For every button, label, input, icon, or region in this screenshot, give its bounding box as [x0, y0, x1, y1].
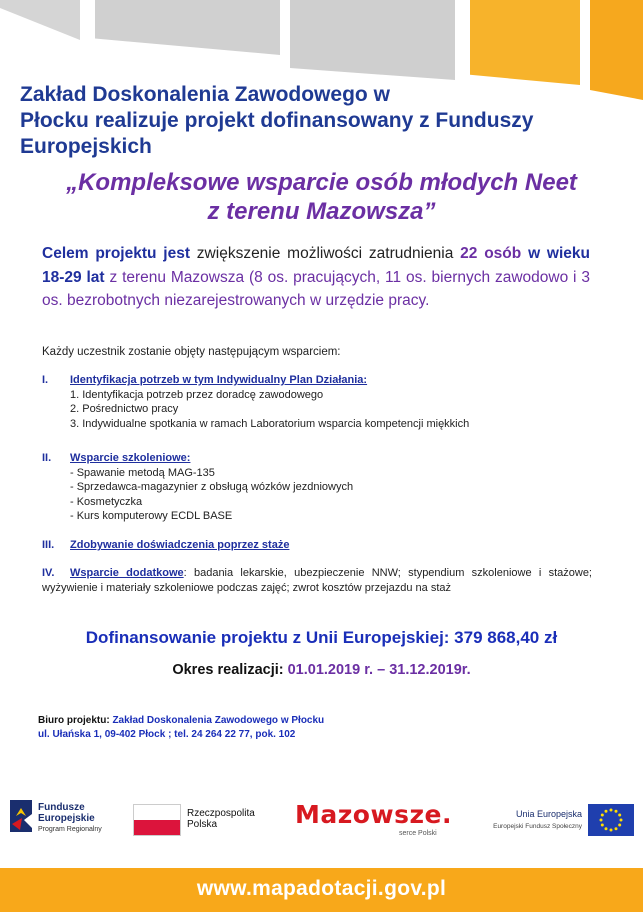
goal-text: zwiększenie możliwości zatrudnienia: [190, 245, 461, 262]
eu-flag-icon: [588, 804, 634, 836]
funding-amount: Dofinansowanie projektu z Unii Europejskiej: 379 868,40 zł: [85, 628, 558, 647]
project-name-line: „Kompleksowe wsparcie osób młodych Neet: [66, 169, 577, 196]
fundusze-europejskie-logo: [10, 800, 120, 840]
project-name-line: z terenu Mazowsza”: [207, 198, 436, 225]
title-line: Zakład Doskonalenia Zawodowego w: [20, 83, 390, 106]
office-name: Zakład Doskonalenia Zawodowego w Płocku: [112, 715, 325, 726]
unia-europejska-logo: [470, 804, 640, 840]
mazowsze-logo: [295, 800, 455, 842]
mazowsze-tagline: serce Polski: [399, 830, 437, 837]
section-body: : badania lekarskie, ubezpieczenie NNW; stypendium szkoleniowe i stażowe; wyżywienie i materiały szkoleniowe podczas zajęć; zwrot kosztów przejazdu na staż: [42, 567, 592, 594]
decor-grey-stripe-1: [0, 0, 80, 40]
fe-line-2: Europejskie: [38, 813, 95, 824]
title-line: Europejskich: [20, 135, 152, 158]
page-title: [20, 82, 620, 160]
period-label: Okres realizacji:: [172, 662, 288, 678]
decor-grey-stripe-2: [95, 0, 280, 55]
fe-line-1: Fundusze: [38, 802, 85, 813]
goal-text-rest: z terenu Mazowsza (8 os. pracujących, 11 os. biernych zawodowo i 3 os. bezrobotnych niezarejestrowanych w urzędzie pracy.: [42, 268, 590, 309]
list-item: - Kurs komputerowy ECDL BASE: [70, 510, 233, 522]
rp-line-1: Rzeczpospolita: [187, 808, 255, 819]
project-office: [38, 714, 324, 742]
section-number: IV.: [42, 567, 55, 579]
mazowsze-wordmark: Mazowsze.: [295, 800, 452, 829]
list-item: - Sprzedawca-magazynier z obsługą wózków jezdniowych: [70, 481, 354, 493]
section-heading: Zdobywanie doświadczenia poprzez staże: [70, 539, 290, 551]
section-heading: Identyfikacja potrzeb w tym Indywidualny Plan Działania:: [70, 374, 368, 386]
footer-website-link[interactable]: www.mapadotacji.gov.pl: [196, 877, 447, 900]
rp-line-2: Polska: [187, 819, 218, 830]
section-number: II.: [42, 452, 52, 464]
section-number: III.: [42, 539, 55, 551]
project-goal: [42, 242, 590, 313]
fe-subtitle: Program Regionalny: [38, 826, 102, 833]
decor-grey-stripe-3: [290, 0, 455, 80]
list-item: - Spawanie metodą MAG-135: [70, 466, 215, 479]
polish-flag-icon: [133, 804, 181, 836]
title-line: Płocku realizuje projekt dofinansowany z Funduszy: [20, 109, 534, 132]
section-number: I.: [42, 374, 49, 386]
support-intro: Każdy uczestnik zostanie objęty następującym wsparciem:: [42, 346, 341, 358]
project-name: [20, 168, 623, 226]
list-item: 1. Identyfikacja potrzeb przez doradcę zawodowego: [70, 388, 324, 401]
rzeczpospolita-polska-logo: [133, 804, 283, 836]
section-heading: Wsparcie dodatkowe: [70, 567, 184, 579]
support-section-2: [42, 451, 592, 524]
support-section-4: [42, 566, 592, 595]
ue-title: Unia Europejska: [515, 809, 582, 819]
list-item: - Kosmetyczka: [70, 495, 143, 508]
list-item: 3. Indywidualne spotkania w ramach Laboratorium wsparcia kompetencji miękkich: [70, 417, 470, 430]
logo-strip: [0, 790, 643, 850]
goal-count: 22 osób: [460, 245, 522, 262]
support-section-3: [42, 538, 592, 553]
period-value: 01.01.2019 r. – 31.12.2019r.: [287, 662, 471, 678]
support-section-1: [42, 373, 592, 431]
footer-bar: [0, 868, 643, 912]
office-label: Biuro projektu:: [38, 715, 113, 726]
goal-age: w wieku 18-29 lat: [42, 245, 590, 286]
decor-yellow-stripe-1: [470, 0, 580, 85]
goal-lead: Celem projektu jest: [42, 245, 190, 262]
list-item: 2. Pośrednictwo pracy: [70, 403, 179, 415]
office-address: ul. Ułańska 1, 09-402 Płock ; tel. 24 264 22 77, pok. 102: [38, 729, 296, 740]
ue-subtitle: Europejski Fundusz Społeczny: [493, 823, 582, 830]
project-period: [0, 662, 643, 678]
section-heading: Wsparcie szkoleniowe:: [70, 452, 191, 464]
fe-star-icon: [10, 800, 32, 832]
